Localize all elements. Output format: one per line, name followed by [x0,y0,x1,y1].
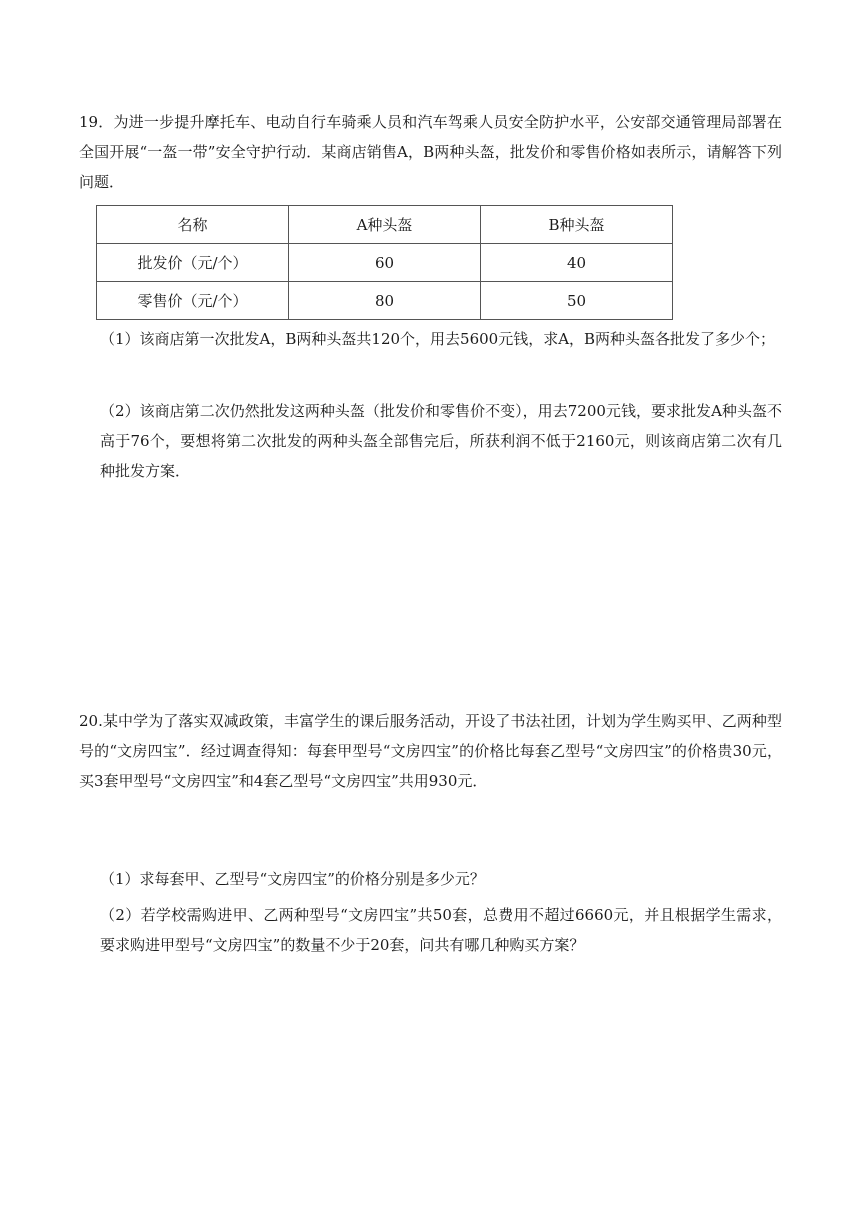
table-cell: 50 [481,282,673,320]
table-row [97,282,673,320]
table-row [97,244,673,282]
q20-part1: （1）求每套甲、乙型号“文房四宝”的价格分别是多少元？ [100,870,485,888]
price-table [96,205,673,320]
table-cell: 40 [481,244,673,282]
q20-part2: （2）若学校需购进甲、乙两种型号“文房四宝”共50套，总费用不超过6660元，并且根据学生需求，要求购进甲型号“文房四宝”的数量不少于20套，问共有哪几种购买方案？ [100,906,782,954]
table-header-cell: B种头盔 [481,206,673,244]
q19-part1: （1）该商店第一次批发A，B两种头盔共120个，用去5600元钱，求A，B两种头盔各批发了多少个； [100,330,776,348]
table-cell: 批发价（元/个） [97,244,289,282]
table-header-cell: 名称 [97,206,289,244]
q20-intro: 20.某中学为了落实双减政策，丰富学生的课后服务活动，开设了书法社团，计划为学生购买甲、乙两种型号的“文房四宝”．经过调查得知：每套甲型号“文房四宝”的价格比每套乙型号“文房四宝”的价格贵30元，买3套甲型号“文房四宝”和4套乙型号“文房四宝”共用930元． [79,712,782,790]
table-cell: 80 [289,282,481,320]
q19-part2: （2）该商店第二次仍然批发这两种头盔（批发价和零售价不变），用去7200元钱，要求批发A种头盔不高于76个，要想将第二次批发的两种头盔全部售完后，所获利润不低于2160元，则该商店第二次有几种批发方案． [100,402,782,480]
q19-intro: 19．为进一步提升摩托车、电动自行车骑乘人员和汽车驾乘人员安全防护水平，公安部交通管理局部署在全国开展“一盔一带”安全守护行动．某商店销售A，B两种头盔，批发价和零售价格如表所示，请解答下列问题． [79,113,782,191]
table-header-cell: A种头盔 [289,206,481,244]
table-cell: 零售价（元/个） [97,282,289,320]
table-cell: 60 [289,244,481,282]
table-header-row [97,206,673,244]
